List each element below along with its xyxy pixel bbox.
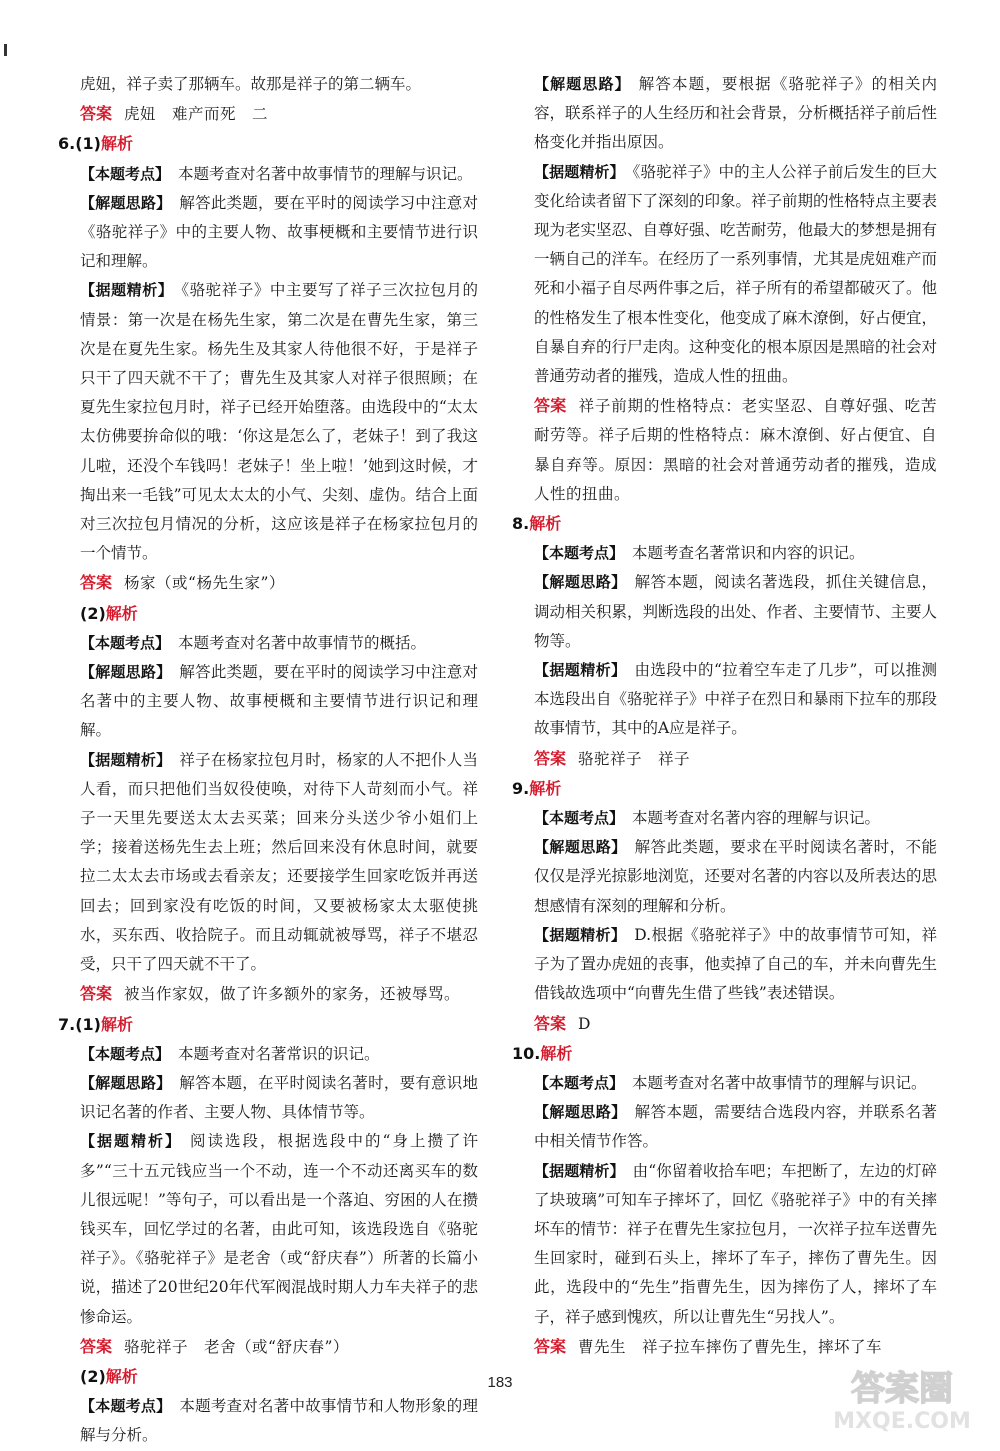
paragraph-text: 《骆驼祥子》中主要写了祥子三次拉包月的情景：第一次是在杨先生家，第二次是在曹先生家，第三次是在夏先生家。杨先生及其家人待他很不好，于是祥子只干了四天就不干了；曹先生及其家人对祥子很照顾；在夏先生家拉包月时，祥子已经开始堕落。由选段中的“太太太仿佛要拚命似的哦：‘你这是怎么了，老妹子！到了我这儿啦，还没个车钱吗！老妹子！坐上啦！’她到这时候，才掏出来一毛钱”可见太太太的小气、尖刻、虚伪。结合上面对三次拉包月情况的分析，这应该是祥子在杨家拉包月的一个情节。 <box>80 281 478 563</box>
section-tag: 【解题思路】 <box>534 1103 627 1122</box>
answer-line <box>58 99 478 129</box>
section-tag: 【解题思路】 <box>80 663 172 682</box>
answer-label: 答案 <box>534 1336 567 1356</box>
answer-value: 祥子前期的性格特点：老实坚忍、自尊好强、吃苦耐劳等。祥子后期的性格特点：麻木潦倒、好占便宜、自暴自弃等。原因：黑暗的社会对普通劳动者的摧残，造成人性的扭曲。 <box>534 397 937 503</box>
answer-value: 难产而死 <box>172 105 237 124</box>
answer-line <box>58 1332 478 1362</box>
section-tag: 【本题考点】 <box>80 1044 171 1063</box>
answer-line <box>58 979 478 1009</box>
watermark-url: MXQE.COM <box>833 1409 971 1434</box>
right-column <box>512 70 937 1362</box>
section-tag: 【据题精析】 <box>534 1161 625 1180</box>
paragraph-continuation: 虎妞，祥子卖了那辆车。故那是祥子的第二辆车。 <box>80 75 422 93</box>
answer-line <box>512 1332 937 1362</box>
analysis-paragraph <box>58 1127 478 1331</box>
analysis-paragraph <box>58 1069 478 1127</box>
analysis-paragraph <box>58 189 478 277</box>
section-tag: 【本题考点】 <box>534 1073 625 1092</box>
analysis-paragraph <box>58 746 478 980</box>
watermark-logo <box>812 1362 992 1434</box>
question-heading <box>512 774 937 804</box>
answer-label: 答案 <box>534 748 567 768</box>
analysis-paragraph <box>512 1069 937 1098</box>
answer-label: 答案 <box>80 573 113 593</box>
analysis-paragraph <box>512 1098 937 1156</box>
section-tag: 【解题思路】 <box>534 838 627 857</box>
question-heading <box>512 509 937 539</box>
paragraph-text: 本题考查对名著中故事情节的理解与识记。 <box>178 164 473 183</box>
analysis-paragraph <box>58 658 478 746</box>
section-tag: 【解题思路】 <box>80 1073 172 1092</box>
question-heading <box>58 129 478 159</box>
answer-value: 被当作家奴，做了许多额外的家务，还被辱骂。 <box>124 985 461 1004</box>
sub-question-number: (1) <box>75 1014 101 1034</box>
question-heading <box>58 1010 478 1040</box>
paragraph-text: 解答此类题，要在平时的阅读学习中注意对《骆驼祥子》中的主要人物、故事梗概和主要情节进行识记和理解。 <box>80 193 478 271</box>
section-tag: 【据题精析】 <box>534 162 625 181</box>
section-tag: 【据题精析】 <box>80 281 174 300</box>
watermark-title: 答案圈 <box>851 1369 953 1409</box>
section-tag: 【本题考点】 <box>534 544 625 563</box>
answer-value: D <box>578 1014 591 1033</box>
analysis-paragraph <box>512 70 937 158</box>
section-tag: 【本题考点】 <box>80 164 171 183</box>
answer-value: 杨家（或“杨先生家”） <box>124 574 285 593</box>
paragraph-text: 解答本题，要根据《骆驼祥子》的相关内容，联系祥子的人生经历和社会背景，分析概括祥子前后性格变化并指出原因。 <box>534 75 938 152</box>
answer-label: 答案 <box>534 396 567 416</box>
analysis-paragraph <box>512 1157 937 1332</box>
analysis-paragraph <box>512 833 937 921</box>
analysis-paragraph <box>58 1392 478 1450</box>
sub-question-number: (2) <box>80 603 106 623</box>
section-tag: 【据题精析】 <box>534 925 627 944</box>
paragraph-text: 《骆驼祥子》中的主人公祥子前后发生的巨大变化给读者留下了深刻的印象。祥子前期的性格特点主要表现为老实坚忍、自尊好强、吃苦耐劳，他最大的梦想是拥有一辆自己的洋车。在经历了一系列事情，尤其是虎妞难产而死和小福子自尽两件事之后，祥子所有的希望都破灭了。他的性格发生了根本性变化，他变成了麻木潦倒，好占便宜，自暴自弃的行尸走肉。这种变化的根本原因是黑暗的社会对普通劳动者的摧残，造成人性的扭曲。 <box>534 162 938 386</box>
answer-label: 答案 <box>80 984 113 1004</box>
binding-mark <box>4 44 7 56</box>
section-tag: 【本题考点】 <box>80 633 171 652</box>
question-number: 8. <box>512 514 530 534</box>
analysis-label: 解析 <box>540 1043 573 1063</box>
paragraph-text: 祥子在杨家拉包月时，杨家的人不把仆人当人看，而只把他们当奴役使唤，对待下人苛刻而小气。祥子一天里先要送太太去买菜；回来分头送少爷小姐们上学；接着送杨先生去上班；然后回来没有休息时间，就要拉二太太去市场或去看亲友；还要接学生回家吃饭并再送回去；回到家没有吃饭的时间，又要被杨家太太驱使挑水，买东西、收拾院子。而且动辄就被辱骂，祥子不堪忍受，只干了四天就不干了。 <box>80 750 478 974</box>
paragraph-text: 解答本题，在平时阅读名著时，要有意识地识记名著的作者、主要人物、具体情节等。 <box>80 1073 478 1122</box>
question-number: 9. <box>512 778 530 798</box>
section-tag: 【据题精析】 <box>534 661 627 680</box>
question-heading <box>512 1039 937 1069</box>
analysis-label: 解析 <box>529 514 562 534</box>
analysis-label: 解析 <box>100 134 133 154</box>
answer-value: 祥子 <box>658 749 691 768</box>
paragraph-text: 本题考查对名著内容的理解与识记。 <box>632 809 881 828</box>
answer-value: 虎妞 <box>124 105 157 124</box>
paragraph-text: 本题考查对名著中故事情节的概括。 <box>178 633 427 652</box>
analysis-paragraph <box>58 160 478 189</box>
answer-label: 答案 <box>534 1013 567 1033</box>
answer-value: 二 <box>252 105 269 124</box>
question-number: 7. <box>58 1014 76 1034</box>
answer-label: 答案 <box>80 104 113 124</box>
paragraph-text: 解答本题，阅读名著选段，抓住关键信息，调动相关积累，判断选段的出处、作者、主要情节、主要人物等。 <box>534 573 938 650</box>
page-number: 183 <box>487 1374 513 1391</box>
answer-line <box>58 568 478 598</box>
analysis-paragraph <box>512 568 937 656</box>
analysis-paragraph <box>512 804 937 833</box>
answer-line <box>512 391 937 509</box>
paragraph-text: 本题考查对名著中故事情节和人物形象的理解与分析。 <box>80 1397 478 1445</box>
paragraph-text: 本题考查对名著中故事情节的理解与识记。 <box>632 1073 927 1092</box>
answer-line <box>512 1009 937 1039</box>
analysis-label: 解析 <box>105 603 138 623</box>
analysis-paragraph <box>58 276 478 568</box>
analysis-paragraph <box>58 629 478 658</box>
section-tag: 【解题思路】 <box>80 193 172 212</box>
answer-value: 祥子拉车摔伤了曹先生，摔坏了车 <box>642 1337 883 1356</box>
analysis-paragraph <box>512 921 937 1009</box>
left-column <box>58 70 478 1451</box>
paragraph-text: 本题考查名著常识和内容的识记。 <box>632 544 865 563</box>
paragraph-text: 由选段中的“拉着空车走了几步”，可以推测本选段出自《骆驼祥子》中祥子在烈日和暴雨下拉车的那段故事情节，其中的A应是祥子。 <box>534 661 938 738</box>
paragraph-text: 本题考查对名著常识的识记。 <box>178 1044 380 1063</box>
analysis-label: 解析 <box>100 1014 133 1034</box>
analysis-label: 解析 <box>105 1366 138 1386</box>
analysis-paragraph <box>512 539 937 568</box>
section-tag: 【据题精析】 <box>80 1132 183 1151</box>
analysis-label: 解析 <box>529 778 562 798</box>
answer-line <box>512 744 937 774</box>
sub-question-number: (1) <box>75 134 101 154</box>
section-tag: 【解题思路】 <box>534 573 627 592</box>
answer-label: 答案 <box>80 1336 113 1356</box>
paragraph-text: 解答此类题，要在平时的阅读学习中注意对名著中的主要人物、故事梗概和主要情节进行识记和理解。 <box>80 663 478 740</box>
question-number: 10. <box>512 1043 541 1063</box>
analysis-paragraph <box>58 1040 478 1069</box>
section-tag: 【本题考点】 <box>534 809 625 828</box>
section-tag: 【本题考点】 <box>80 1397 172 1416</box>
answer-value: 骆驼祥子 <box>578 749 643 768</box>
answer-value: 曹先生 <box>578 1337 627 1356</box>
paragraph-text: 解答此类题，要求在平时阅读名著时，不能仅仅是浮光掠影地浏览，还要对名著的内容以及所表达的思想感情有深刻的理解和分析。 <box>534 838 938 915</box>
paragraph-text: 由“你留着收拾车吧；车把断了，左边的灯碎了块玻璃”可知车子摔坏了，回忆《骆驼祥子》中的有关摔坏车的情节：祥子在曹先生家拉包月，一次祥子拉车送曹先生回家时，碰到石头上，摔坏了车子，摔伤了曹先生。因此，选段中的“先生”指曹先生，因为摔伤了人，摔坏了车子，祥子感到愧疚，所以让曹先生“另找人”。 <box>534 1161 938 1326</box>
analysis-paragraph <box>512 656 937 744</box>
analysis-paragraph <box>512 158 937 392</box>
answer-value: 老舍（或“舒庆春”） <box>204 1337 349 1356</box>
paragraph-text: 阅读选段，根据选段中的“身上攒了许多”“三十五元钱应当一个不动，连一个不动还离买车的数儿很远呢！”等句子，可以看出是一个落迫、穷困的人在攒钱买车，回忆学过的名著，由此可知，该选段选自《骆驼祥子》。《骆驼祥子》是老舍（或“舒庆春”）所著的长篇小说，描述了20世纪20年代军阀混战时期人力车夫祥子的悲惨命运。 <box>80 1132 478 1326</box>
section-tag: 【解题思路】 <box>534 75 631 93</box>
question-number: 6. <box>58 134 76 154</box>
answer-value: 骆驼祥子 <box>124 1337 189 1356</box>
sub-question-number: (2) <box>80 1366 106 1386</box>
section-tag: 【据题精析】 <box>80 750 172 769</box>
paragraph-text: 解答本题，需要结合选段内容，并联系名著中相关情节作答。 <box>534 1103 937 1151</box>
sub-question-heading <box>58 599 478 629</box>
paragraph-text: D.根据《骆驼祥子》中的故事情节可知，祥子为了置办虎妞的丧事，他卖掉了自己的车，并未向曹先生借钱故选项中“向曹先生借了些钱”表述错误。 <box>534 925 938 1003</box>
